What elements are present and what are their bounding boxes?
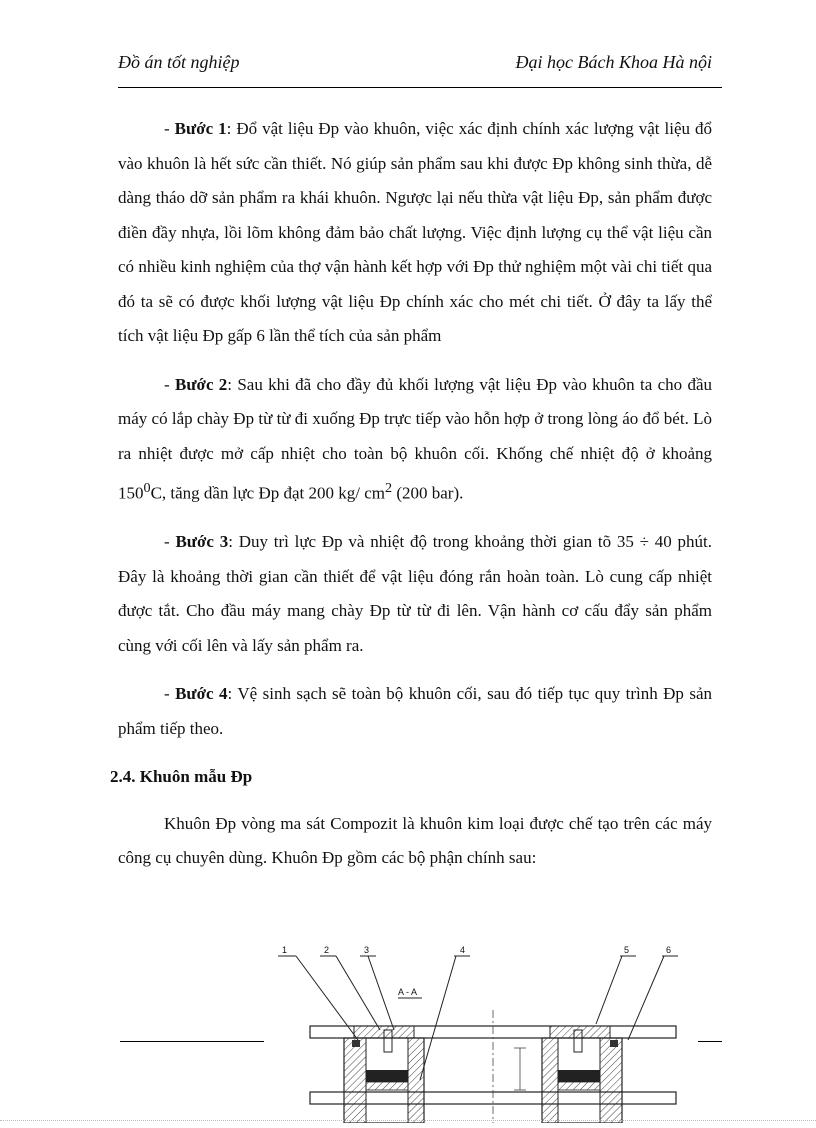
mold-drawing-figure	[270, 940, 690, 1123]
right-friction-ring	[558, 1070, 600, 1082]
step-1-label: Bước 1	[174, 119, 227, 138]
step-3-prefix: -	[164, 532, 176, 552]
left-friction-ring	[366, 1070, 408, 1082]
step-2-text: : Sau khi đã cho đầy đủ khối lượng vật liệu Đp vào khuôn ta cho đầu máy có lắp chày Đp từ từ đi xuống Đp trực tiếp vào hỗn hợp ở trong lòng áo đổ bét. Lò ra nhiệt được mở cấp nhiệt cho toàn bộ khuôn cối. Khống chế nhiệt độ ở khoảng 150	[118, 374, 712, 503]
step-3-text: : Duy trì lực Đp và nhiệt độ trong khoảng thời gian tõ 35 ÷ 40 phút. Đây là khoảng thời gian cần thiết để vật liệu đóng rắn hoàn toàn. Lò cung cấp nhiệt được tắt. Cho đầu máy mang chày Đp từ từ đi lên. Vận hành cơ cấu đẩy sản phẩm cùng với cối lên và lấy sản phẩm ra.	[118, 532, 712, 655]
callout-4: 4	[460, 945, 466, 955]
section-paragraph: Khuôn Đp vòng ma sát Compozit là khuôn kim loại được chế tạo trên các máy công cụ chuyên dùng. Khuôn Đp gồm các bộ phận chính sau:	[118, 813, 712, 868]
mold-cross-section-drawing	[270, 940, 690, 1123]
page-header	[118, 50, 722, 80]
step-4-prefix: -	[164, 684, 176, 704]
step-4-paragraph	[118, 677, 712, 746]
footer-rule-right	[698, 1041, 722, 1042]
step-4-text: : Vệ sinh sạch sẽ toàn bộ khuôn cối, sau đó tiếp tục quy trình Đp sản phẩm tiếp theo.	[118, 684, 713, 738]
step-1-text: : Đổ vật liệu Đp vào khuôn, việc xác định chính xác lượng vật liệu đổ vào khuôn là hết sức cần thiết. Nó giúp sản phẩm sau khi được Đp không sinh thừa, dễ dàng tháo dỡ sản phẩm ra khái khuôn. Ngược lại nếu thừa vật liệu Đp, sản phẩm được điền đầy nhựa, lồi lõm không đảm bảo chất lượng. Việc định lượng cụ thể vật liệu cần có nhiều kinh nghiệm của thợ vận hành kết hợp với Đp thử nghiệm một vài chi tiết qua đó ta sẽ có được khối lượng vật liệu Đp chính xác cho mét chi tiết. Ở đây ta lấy thể tích vật liệu Đp gấp 6 lần thể tích của sản phẩm	[118, 119, 712, 345]
section-title: 2.4. Khuôn mẫu Đp	[110, 767, 253, 787]
header-rule	[118, 87, 722, 88]
degree-superscript: 0	[143, 480, 151, 496]
callout-1: 1	[282, 945, 288, 955]
step-1-paragraph	[118, 112, 712, 354]
step-2-prefix: -	[164, 374, 175, 394]
page-bottom-edge	[0, 1120, 816, 1121]
step-4-label: Bước 4	[175, 684, 228, 704]
section-label: A - A	[398, 987, 418, 997]
step-1-prefix: -	[164, 119, 175, 138]
header-left-text: Đồ án tốt nghiệp	[118, 52, 240, 72]
callout-5: 5	[624, 945, 630, 955]
footer-rule-left	[120, 1041, 264, 1042]
step-3-paragraph	[118, 525, 712, 663]
step-2-paragraph	[118, 368, 712, 512]
callout-3: 3	[364, 945, 370, 955]
square-superscript: 2	[385, 480, 393, 496]
callout-6: 6	[666, 945, 672, 955]
step-2-text-mid: C, tăng dần lực Đp đạt 200 kg/ cm	[150, 483, 386, 503]
header-right-text: Đại học Bách Khoa Hà nội	[515, 52, 712, 72]
document-body	[110, 112, 713, 890]
step-2-label: Bước 2	[174, 374, 228, 394]
step-2-text-end: (200 bar).	[392, 483, 464, 503]
step-3-label: Bước 3	[175, 532, 229, 552]
callout-2: 2	[324, 945, 330, 955]
